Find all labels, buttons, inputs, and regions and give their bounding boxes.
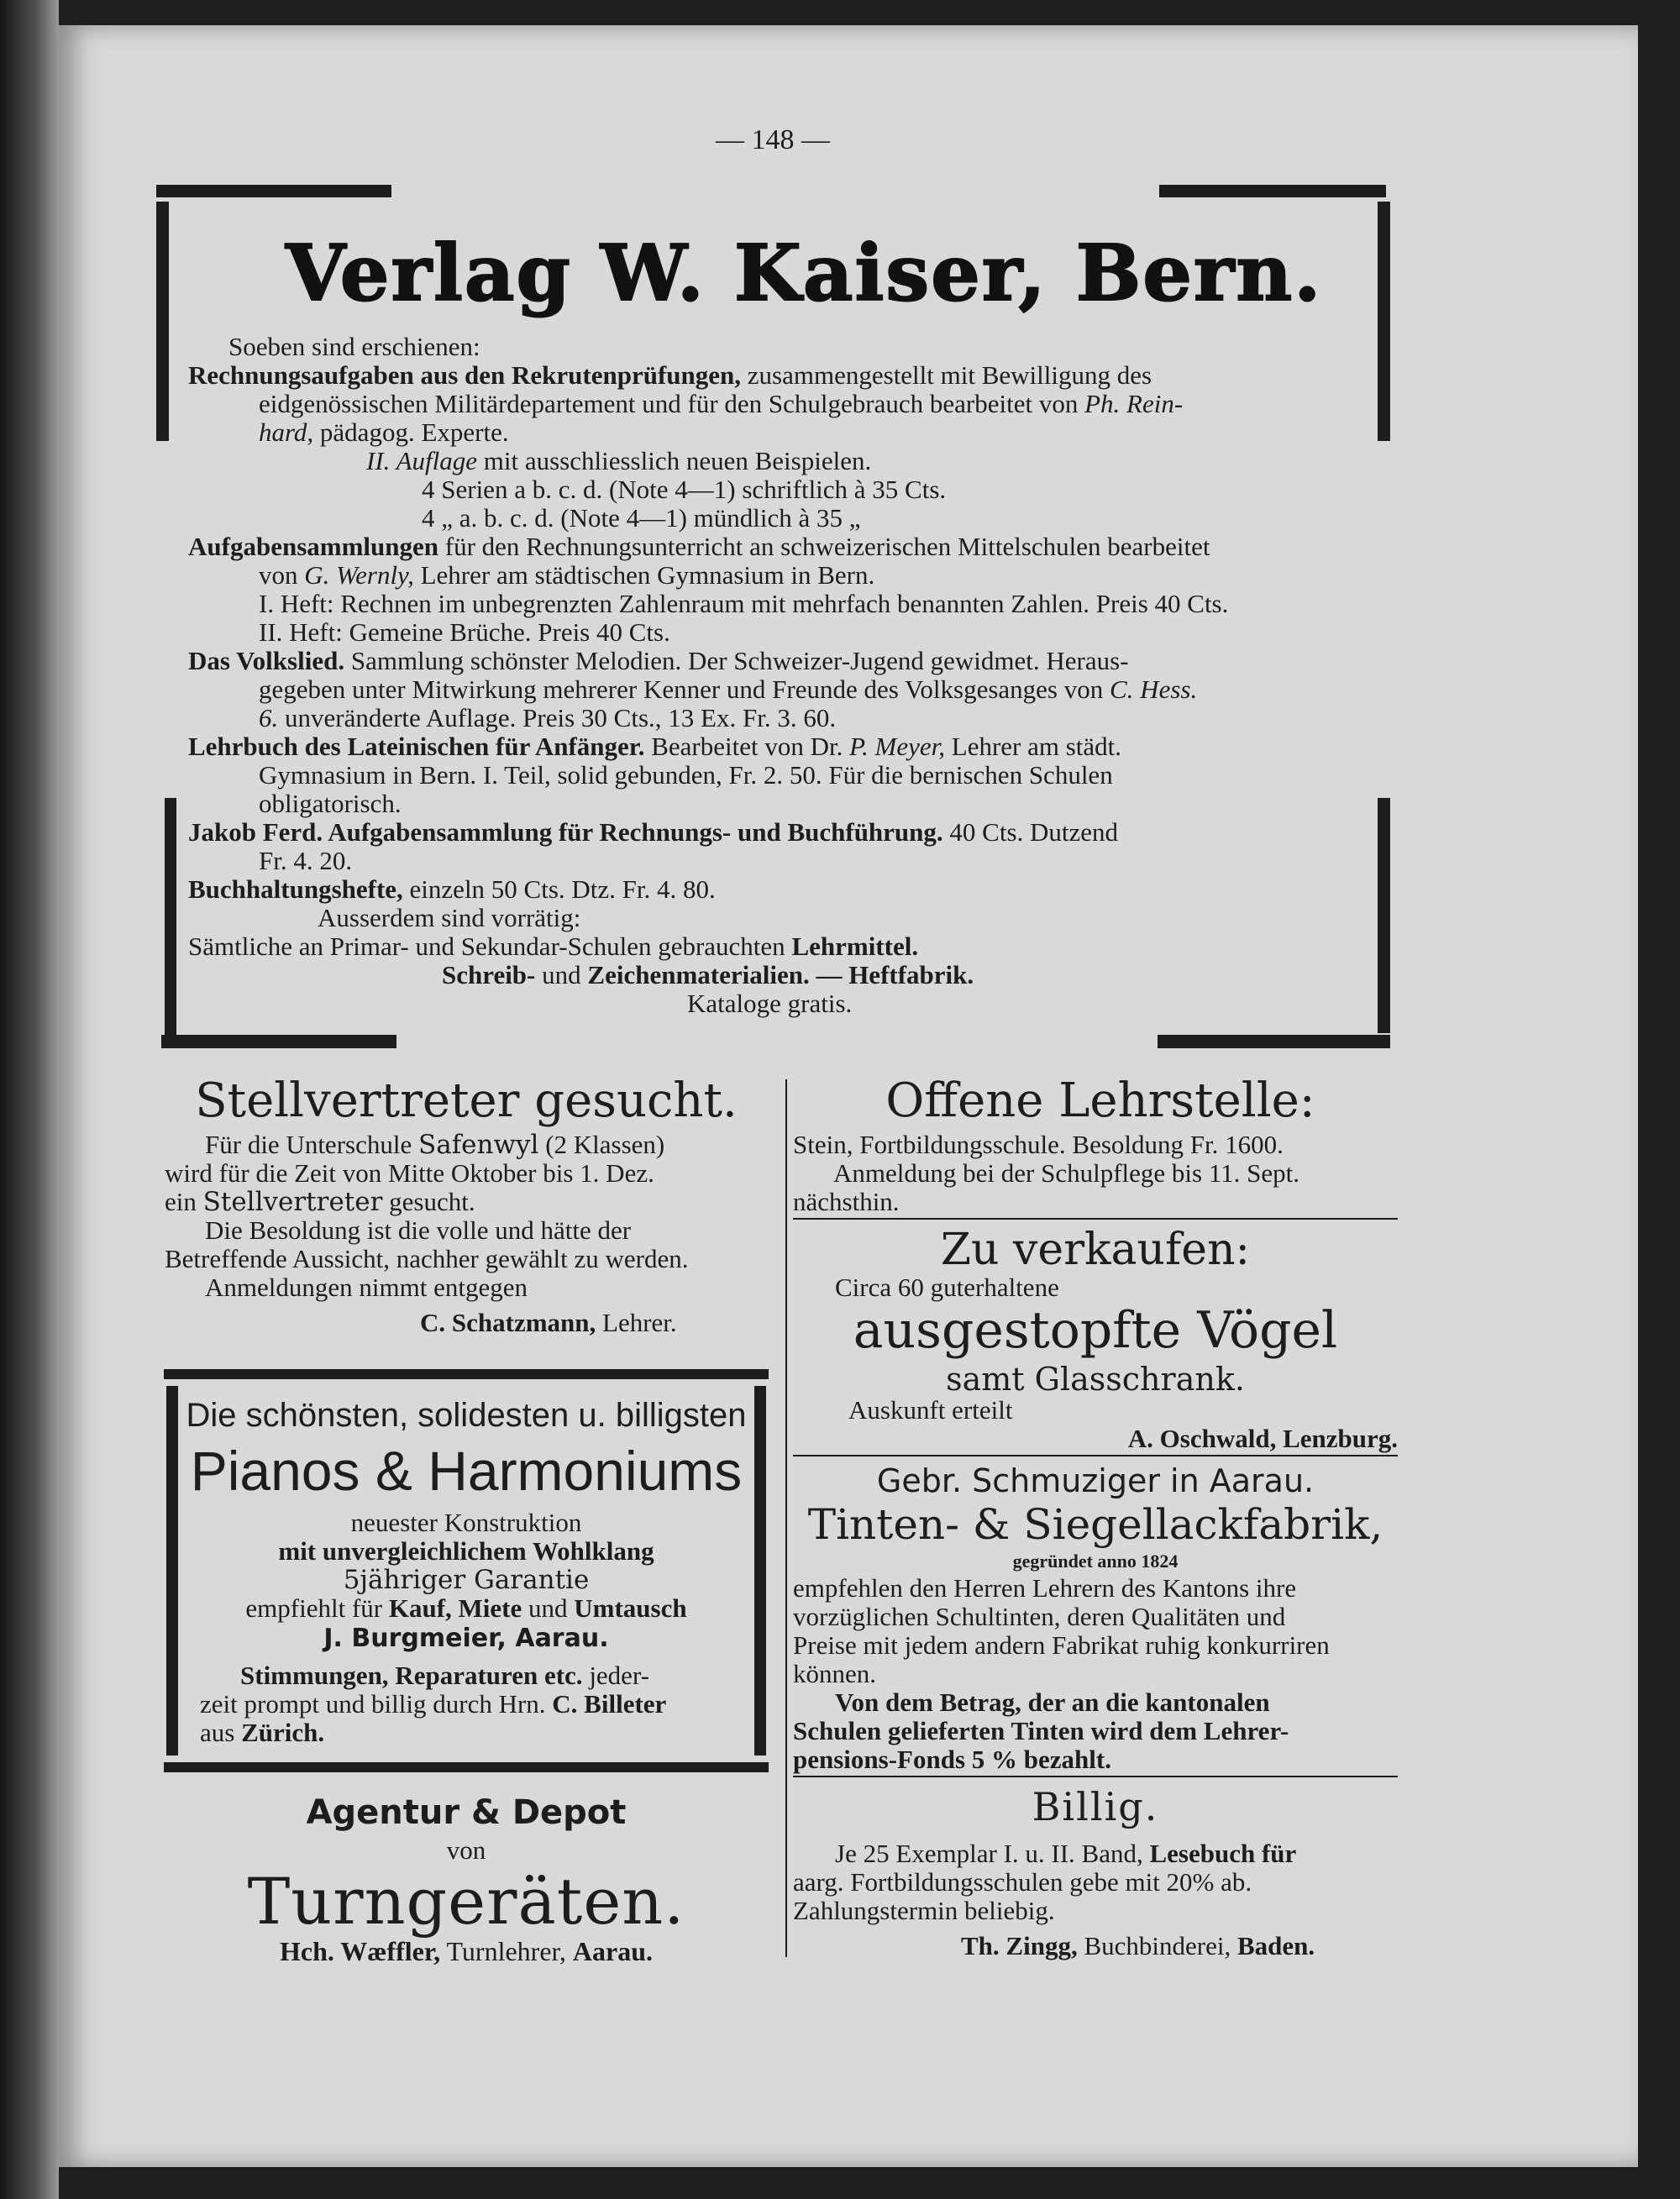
verkaufen-line-2: ausgestopfte Vögel <box>853 1301 1338 1360</box>
frame-top-right-bar <box>1159 185 1386 197</box>
verkaufen-line-3: samt Glasschrank. <box>946 1361 1245 1398</box>
kaiser-item-16: obligatorisch. <box>259 789 402 818</box>
lehrstelle-line-1: Stein, Fortbildungsschule. Besoldung Fr. 1600. <box>793 1130 1284 1159</box>
kaiser-item-20: Ausserdem sind vorrätig: <box>318 903 581 932</box>
billig-line-2: aarg. Fortbildungsschulen gebe mit 20% ab. <box>793 1867 1252 1897</box>
divider-schmuziger <box>793 1776 1398 1777</box>
stellvertreter-title: Stellvertreter gesucht. <box>195 1073 738 1128</box>
kaiser-intro: Soeben sind erschienen: <box>228 332 480 361</box>
pianos-line-6: empfiehlt für Kauf, Miete und Umtausch <box>245 1593 687 1623</box>
lehrstelle-title: Offene Lehrstelle: <box>885 1073 1315 1128</box>
kaiser-item-19: Buchhaltungshefte, einzeln 50 Cts. Dtz. Fr. 4. 80. <box>188 874 716 904</box>
schmuziger-line-3: gegründet anno 1824 <box>1012 1551 1179 1572</box>
kaiser-item-1: Rechnungsaufgaben aus den Rekrutenprüfungen, zusammengestellt mit Bewilligung des <box>188 360 1152 390</box>
verkaufen-signature: A. Oschwald, Lenzburg. <box>1127 1424 1398 1453</box>
schmuziger-line-5: vorzüglichen Schultinten, deren Qualitäten und <box>793 1602 1286 1631</box>
kaiser-item-13: 6. unveränderte Auflage. Preis 30 Cts., 13 Ex. Fr. 3. 60. <box>259 703 837 732</box>
turn-line-4: Hch. Wæffler, Turnlehrer, Aarau. <box>279 1936 654 1966</box>
verkaufen-line-1: Circa 60 guterhaltene <box>835 1273 1059 1302</box>
pianos-line-1: Die schönsten, solidesten u. billigsten <box>186 1397 747 1434</box>
frame-left-upper-bar <box>156 202 169 441</box>
pianos-line-9: zeit prompt und billig durch Hrn. C. Billeter <box>200 1689 667 1719</box>
pianos-line-3: neuester Konstruktion <box>350 1508 582 1537</box>
kaiser-item-17: Jakob Ferd. Aufgabensammlung für Rechnungs- und Buchführung. 40 Cts. Dutzend <box>188 817 1119 847</box>
stellvertreter-line-4: Die Besoldung ist die volle und hätte der <box>205 1215 632 1245</box>
pianos-box-bottom <box>164 1762 769 1772</box>
billig-line-3: Zahlungstermin beliebig. <box>793 1896 1055 1925</box>
pianos-box-top <box>164 1369 769 1379</box>
schmuziger-line-4: empfehlen den Herren Lehrern des Kantons ihre <box>793 1573 1297 1603</box>
pianos-line-8: Stimmungen, Reparaturen etc. jeder- <box>240 1661 649 1690</box>
verkaufen-line-4: Auskunft erteilt <box>848 1395 1013 1425</box>
schmuziger-line-9: Schulen gelieferten Tinten wird dem Lehrer- <box>793 1716 1289 1745</box>
frame-right-upper-bar <box>1378 202 1390 441</box>
frame-left-lower-bar <box>165 798 176 1037</box>
kaiser-item-10: II. Heft: Gemeine Brüche. Preis 40 Cts. <box>259 617 670 647</box>
schmuziger-line-7: können. <box>793 1659 877 1688</box>
stellvertreter-line-2: wird für die Zeit von Mitte Oktober bis 1. Dez. <box>165 1158 654 1188</box>
verkaufen-title: Zu verkaufen: <box>940 1225 1251 1275</box>
kaiser-item-9: I. Heft: Rechnen im unbegrenzten Zahlenraum mit mehrfach benannten Zahlen. Preis 40 Cts. <box>259 589 1229 618</box>
pianos-line-5: 5jähriger Garantie <box>343 1565 590 1595</box>
book-gutter <box>0 0 59 2199</box>
billig-signature: Th. Zingg, Buchbinderei, Baden. <box>961 1931 1315 1960</box>
page-number: — 148 — <box>716 124 830 155</box>
kaiser-item-11: Das Volkslied. Sammlung schönster Melodien. Der Schweizer-Jugend gewidmet. Heraus- <box>188 646 1129 675</box>
frame-top-left-bar <box>156 185 391 197</box>
kaiser-item-23: Kataloge gratis. <box>687 989 853 1018</box>
frame-bottom-left-bar <box>161 1035 396 1048</box>
pianos-line-7: J. Burgmeier, Aarau. <box>323 1624 609 1653</box>
schmuziger-line-10: pensions-Fonds 5 % bezahlt. <box>793 1745 1111 1774</box>
kaiser-item-12: gegeben unter Mitwirkung mehrerer Kenner und Freunde des Volksgesanges von C. Hess. <box>259 674 1198 704</box>
kaiser-item-7: Aufgabensammlungen für den Rechnungsunterricht an schweizerischen Mittelschulen bearbeitet <box>188 532 1210 561</box>
frame-bottom-right-bar <box>1158 1035 1390 1048</box>
kaiser-item-21: Sämtliche an Primar- und Sekundar-Schulen gebrauchten Lehrmittel. <box>188 932 919 961</box>
pianos-line-10: aus Zürich. <box>200 1718 325 1747</box>
schmuziger-line-1: Gebr. Schmuziger in Aarau. <box>876 1462 1315 1499</box>
stellvertreter-line-5: Betreffende Aussicht, nachher gewählt zu werden. <box>165 1244 689 1273</box>
kaiser-item-22: Schreib- und Zeichenmaterialien. — Heftfabrik. <box>442 960 974 989</box>
kaiser-item-2: eidgenössischen Militärdepartement und für den Schulgebrauch bearbeitet von Ph. Rein- <box>259 389 1184 418</box>
kaiser-item-5: 4 Serien a b. c. d. (Note 4—1) schriftlich à 35 Cts. <box>422 475 947 504</box>
stellvertreter-line-6: Anmeldungen nimmt entgegen <box>205 1273 528 1302</box>
kaiser-item-18: Fr. 4. 20. <box>259 846 353 875</box>
pianos-line-4: mit unvergleichlichem Wohlklang <box>278 1536 654 1566</box>
stellvertreter-line-1: Für die Unterschule Safenwyl (2 Klassen) <box>205 1130 665 1160</box>
kaiser-item-15: Gymnasium in Bern. I. Teil, solid gebunden, Fr. 2. 50. Für die bernischen Schulen <box>259 760 1113 790</box>
schmuziger-line-6: Preise mit jedem andern Fabrikat ruhig konkurriren <box>793 1630 1330 1660</box>
schmuziger-line-8: Von dem Betrag, der an die kantonalen <box>835 1687 1270 1717</box>
turn-line-3: Turngeräten. <box>247 1864 685 1939</box>
billig-title: Billig. <box>1032 1784 1159 1829</box>
pianos-box-left <box>166 1386 178 1756</box>
pianos-line-2: Pianos & Harmoniums <box>190 1440 743 1502</box>
frame-right-lower-bar <box>1378 798 1390 1033</box>
kaiser-item-3: hard, pädagog. Experte. <box>259 417 509 447</box>
turn-line-1: Agentur & Depot <box>306 1793 627 1832</box>
pianos-box-right <box>754 1386 766 1756</box>
divider-lehrstelle <box>793 1218 1398 1220</box>
kaiser-title: Verlag W. Kaiser, Bern. <box>286 228 1323 318</box>
stellvertreter-line-3: ein Stellvertreter gesucht. <box>165 1187 475 1217</box>
lehrstelle-line-3: nächsthin. <box>793 1187 900 1216</box>
kaiser-item-8: von G. Wernly, Lehrer am städtischen Gymnasium in Bern. <box>259 560 875 590</box>
divider-verkaufen <box>793 1455 1398 1456</box>
schmuziger-line-2: Tinten- & Siegellackfabrik, <box>807 1500 1383 1549</box>
stellvertreter-signature: C. Schatzmann, Lehrer. <box>420 1308 677 1337</box>
kaiser-item-6: 4 „ a. b. c. d. (Note 4—1) mündlich à 35 „ <box>422 503 861 533</box>
lehrstelle-line-2: Anmeldung bei der Schulpflege bis 11. Sept. <box>833 1158 1300 1188</box>
kaiser-item-4: II. Auflage mit ausschliesslich neuen Beispielen. <box>366 446 872 475</box>
kaiser-item-14: Lehrbuch des Lateinischen für Anfänger. Bearbeitet von Dr. P. Meyer, Lehrer am städt. <box>188 732 1122 761</box>
column-divider <box>785 1079 787 1957</box>
billig-line-1: Je 25 Exemplar I. u. II. Band, Lesebuch für <box>835 1839 1297 1868</box>
turn-line-2: von <box>446 1835 486 1865</box>
